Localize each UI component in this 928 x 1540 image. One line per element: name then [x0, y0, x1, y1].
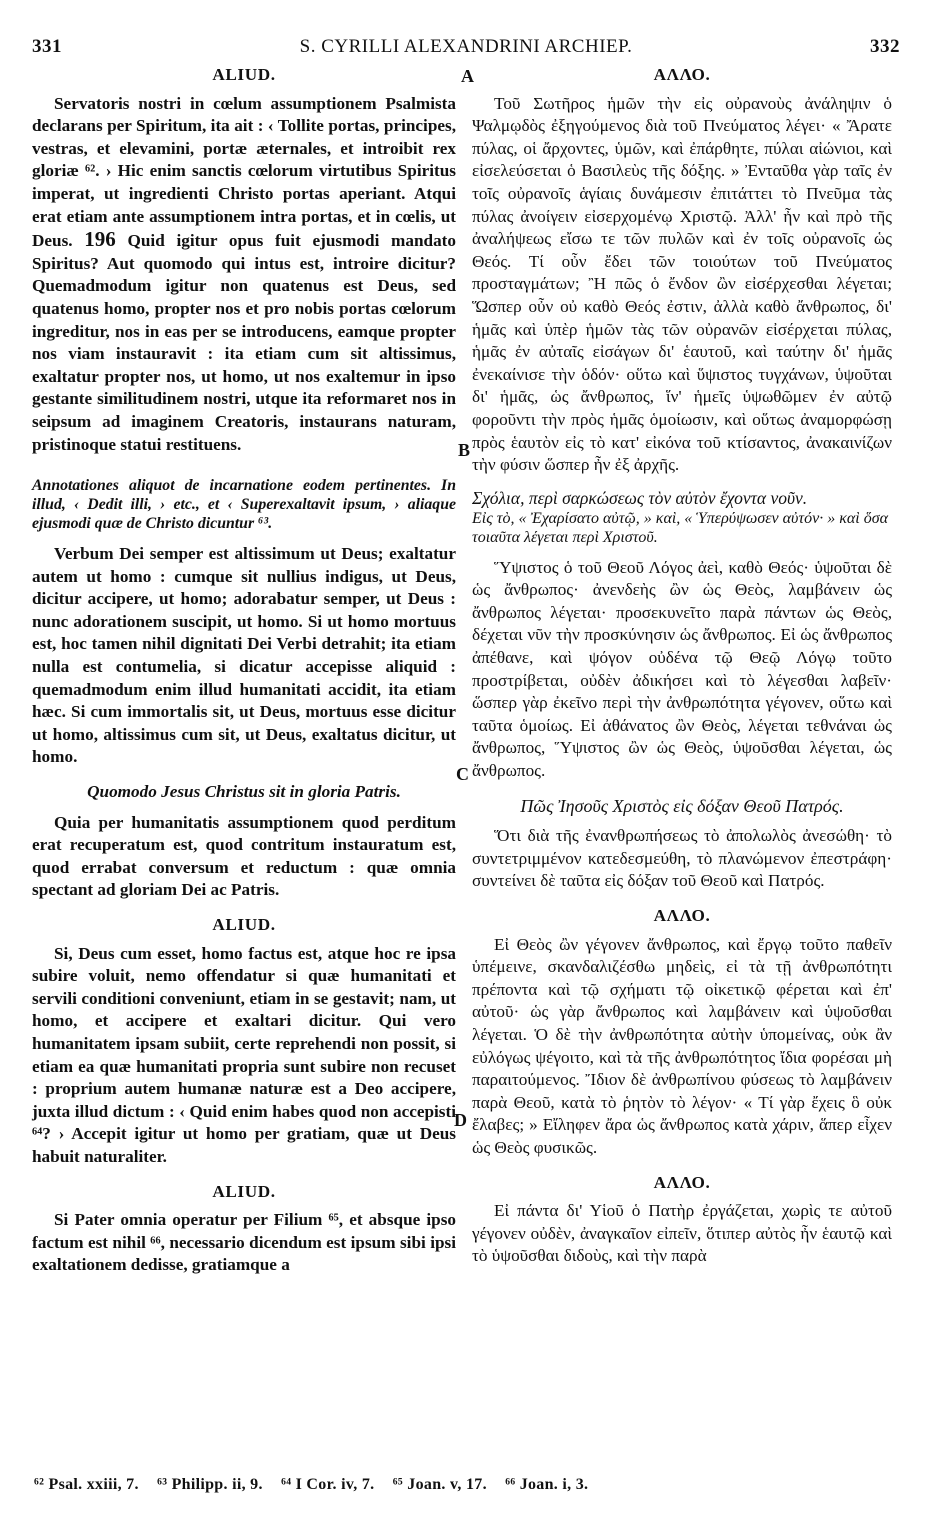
annotation-heading [472, 489, 892, 547]
subheading: Quomodo Jesus Christus sit in gloria Patris. [87, 782, 401, 802]
page-number-right: 332 [870, 36, 900, 57]
section-heading: ALIUD. [212, 915, 276, 934]
latin-paragraph: Quia per humanitatis assumptionem quod perditum erat recuperatum est, quod contritum instauratum est, quod errabat conversum et reductum : quæ omnia spectant ad gloriam Dei ac Patris. [32, 812, 456, 900]
margin-marker-a: A [461, 66, 474, 86]
section-heading: ΑΛΛΟ. [653, 65, 711, 84]
greek-paragraph: Ὕψιστος ὁ τοῦ Θεοῦ Λόγος ἀεὶ, καθὸ Θεός· ὑψοῦται δὲ ὡς ἄνθρωπος· ἀνενδεὴς ὢν ὡς Θεὸς, λαμβάνειν ὡς ἄνθρωπος λέγεται· προσεκυνεῖτο παρὰ πάντων ὡς Θεὸς, δέχεται νῦν τὴν προσκύνησιν ὡς ἄνθρωπος. Εἰ ὡς ἄνθρωπος ἀπέθανε, καὶ ψόγον οὐδένα τῷ Θεῷ Λόγῳ τοῦτο προστρίβεται, οὐδὲν ἀδικήσει καὶ τὸ λέγεσθαι λαβεῖν· ὥσπερ γὰρ ἐκεῖνο περὶ τὴν ἀνθρωπότητα γέγονεν, οὕτω καὶ ταῦτα ὁμοίως. Εἰ ἀθάνατος ὢν Θεὸς, λέγεται τεθνάναι ὡς ἄνθρωπος, Ὕψιστος ὢν ὡς Θεὸς, ὑψοῦσθαι λέγεται, ὡς ἄνθρωπος. [472, 557, 892, 781]
page-number-left: 331 [32, 36, 62, 57]
footnote: ⁶² Psal. xxiii, 7. [34, 1476, 139, 1493]
margin-marker-c: C [456, 764, 469, 784]
annotation-heading: Annotationes aliquot de incarnatione eodem pertinentes. In illud, ‹ Dedit illi, › etc., et ‹ Superexaltavit ipsum, › aliaque ejusmodi quæ de Christo dicuntur ⁶³. [32, 477, 456, 533]
greek-paragraph: Εἰ Θεὸς ὢν γέγονεν ἄνθρωπος, καὶ ἔργῳ τοῦτο παθεῖν ὑπέμεινε, σκανδαλιζέσθω μηδεὶς, εἰ τὰ τῇ ἀνθρωπότητι πρέποντα καὶ τῷ σχήματι τῷ οἰκετικῷ φέρεται καὶ ἐπ' αὐτοῦ· ὡς γὰρ ἄνθρωπος καὶ λαμβάνειν καὶ ὑψοῦσθαι λέγεται. Ὁ δὲ τὴν ἀνθρωπότητα αὐτὴν ὑπομείνας, οὐκ ἂν εὐλόγως ψέγοιτο, καὶ τὰ τῆς ἀνθρωπότητος ἴδια φορέσαι μὴ παραιτούμενος. Ἴδιον δὲ ἀνθρωπίνου φύσεως τὸ λαμβάνειν παρὰ Θεοῦ, κατὰ τὸ ῥητὸν τὸ λέγον· « Τί γὰρ ἔχεις ὃ οὐκ ἔλαβες; » Εἴληφεν ἄρα ὡς ἄνθρωπος κατὰ χάριν, ἅπερ εἶχεν ὡς Θεὸς φυσικῶς. [472, 934, 892, 1157]
paragraph-text: Servatoris nostri in cœlum assumptionem Psalmista declarans per Spiritum, ita ait : ‹ Tollite portas, principes, vestras, et elevamini, portæ æternales, et introibit rex gloriæ ⁶². › Hic enim sanctis cœlorum virtutibus Spiritus imperat, ut ingredienti Christo portas aperiant. Atqui erat etiam ante assumptionem intra portas, et in cœlis, ut Deus. [32, 93, 456, 251]
greek-column [472, 64, 892, 1268]
subheading: Πῶς Ἰησοῦς Χριστὸς εἰς δόξαν Θεοῦ Πατρός. [520, 795, 844, 816]
latin-paragraph [32, 93, 456, 457]
latin-paragraph: Si, Deus cum esset, homo factus est, atque hoc re ipsa subire voluit, nemo offendatur si quæ humanitati et servili conditioni conveniunt, etiam in se gestavit; nam, ut homo, et accipere et exaltari dicitur. Qui vero humanitatem ipsam subiit, certe reprehendi non possit, si etiam ea quæ humanitati propria sunt subire non recuset : proprium autem humanæ naturæ est a Deo accipere, juxta illud dictum : ‹ Quid enim habes quod non accepisti ⁶⁴? › Accepit igitur ut homo per gratiam, quæ ut Deus habuit naturaliter. [32, 943, 456, 1166]
greek-paragraph: Εἰ πάντα δι' Υἱοῦ ὁ Πατὴρ ἐργάζεται, χωρὶς τε αὐτοῦ γέγονεν οὐδὲν, ἀναγκαῖον εἰπεῖν, ὅτιπερ αὐτὸς ἦν ἑαυτῷ καὶ τὸ ὑψοῦσθαι διδοὺς, καὶ τὴν παρὰ [472, 1201, 892, 1266]
latin-paragraph: Verbum Dei semper est altissimum ut Deus; exaltatur autem ut homo : cumque sit nullius indigus, ut Deus, dicitur accipere, ut homo; adorabatur semper, ut Deus : nunc adorationem suscipit, ut homo. Si ut homo mortuus est, hoc tamen nihil dignitati Dei Verbi detrahit; ita etiam nulla est contumelia, si dicatur accepisse aliquid : quemadmodum enim illud humanitati accidit, ita etiam hæc. Si cum immortalis sit, ut Deus, mortuus esse dicitur ut homo, altissimus cum sit, ut Deus, exaltatus dicitur, ut homo. [32, 544, 456, 767]
margin-marker-d: D [454, 1110, 467, 1130]
section-heading: ΑΛΛΟ. [653, 1172, 711, 1192]
annotation-title: Σχόλια, περὶ σαρκώσεως τὸν αὐτὸν ἔχοντα νοῦν. [472, 487, 808, 508]
annotation-subtitle: Εἰς τὸ, « Ἐχαρίσατο αὐτῷ, » καὶ, « Ὑπερύψωσεν αὐτόν· » καὶ ὅσα τοιαῦτα λέγεται περὶ Χριστοῦ. [472, 509, 889, 546]
running-header [32, 36, 900, 60]
section-heading: ALIUD. [212, 65, 276, 84]
greek-paragraph: Ὅτι διὰ τῆς ἐνανθρωπήσεως τὸ ἀπολωλὸς ἀνεσώθη· τὸ συντετριμμένον κατεδεσμεύθη, τὸ πλανώμενον ἐπεστράφη· συντείνει δὲ ταῦτα εἰς δόξαν τοῦ Θεοῦ καὶ Πατρός. [472, 826, 892, 891]
paragraph-text: Quid igitur opus fuit ejusmodi mandato Spiritus? Aut quomodo qui intus est, introire dicitur? Quemadmodum igitur non quatenus est Deus, sed quatenus homo, propter nos et pro nobis portas cœlorum ingreditur, nos in eas per se introducens, eamque propter nos viam instauravit : ita etiam cum sit altissimus, exaltatur propter nos, ut homo, ut nos exaltemur in ipso gestante similitudinem nostri, utque ita reformaret nos in seipsum ad imaginem Creatoris, instaurans naturam, pristinoque statui restituens. [32, 231, 456, 454]
latin-column [32, 64, 456, 1277]
section-heading: ΑΛΛΟ. [653, 906, 711, 925]
marginal-page-number: 196 [84, 227, 116, 252]
footnote: ⁶³ Philipp. ii, 9. [157, 1476, 263, 1493]
section-heading: ALIUD. [212, 1181, 276, 1201]
footnote: ⁶⁴ I Cor. iv, 7. [281, 1476, 375, 1493]
greek-paragraph: Τοῦ Σωτῆρος ἡμῶν τὴν εἰς οὐρανοὺς ἀνάληψιν ὁ Ψαλμῳδὸς ἐξηγούμενος διὰ τοῦ Πνεύματος λέγει· « Ἄρατε πύλας, οἱ ἄρχοντες, ὑμῶν, καὶ ἐπάρθητε, πύλαι αἰώνιοι, καὶ εἰσελεύσεται ὁ Βασιλεὺς τῆς δόξης. » Ἐνταῦθα γὰρ ταῖς ἐν τοῖς οὐρανοῖς ἁγίαις δυνάμεσιν ἐπιτάττει τὸ Πνεῦμα τὰς πύλας ἀνοίγειν εἰσερχομένῳ Χριστῷ. Ἀλλ' ἦν καὶ πρὸ τῆς ἀναλήψεως εἴσω τε τῶν πυλῶν καὶ ἐν τοῖς οὐρανοῖς ὡς Θεός. Τί οὖν ἔδει τῶν τοιούτων τοῦ Πνεύματος προσταγμάτων; Ἢ πῶς ὁ ἔνδον ὢν εἰσέρχεσθαι λέγεται; Ὥσπερ οὖν οὐ καθὸ Θεός ἐστιν, ἀλλὰ καθὸ ἄνθρωπος, δι' ἡμᾶς καὶ ὑπὲρ ἡμῶν τὰς τῶν οὐρανῶν εἰσέρχεται πύλας, ἡμᾶς ἐν αὐταῖς εἰσάγων δι' ἑαυτοῦ, καὶ ταύτην δι' ἡμᾶς ἐνεκαίνισε τὴν ὁδόν· οὕτω καὶ ὕψιστος τυγχάνων, ὑψοῦται δι' ἡμᾶς, ὡς ἄνθρωπος, ἵν' ἡμεῖς ὑψωθῶμεν ἐν αὐτῷ φοροῦντι τὴν πρὸς ἡμᾶς ὁμοίωσιν, καὶ οὕτως ἀναμορφώσῃ πρὸς ἑαυτὸν εἰς τὸ κατ' εἰκόνα τοῦ κτίσαντος, ἀνακαινίζων τὴν φύσιν ὥσπερ ἦν ἐξ ἀρχῆς. [472, 93, 892, 475]
margin-marker-b: B [458, 440, 471, 460]
running-title: S. CYRILLI ALEXANDRINI ARCHIEP. [299, 36, 633, 57]
latin-paragraph: Si Pater omnia operatur per Filium ⁶⁵, et absque ipso factum est nihil ⁶⁶, necessario dicendum est ipsum sibi ipsi exaltationem dedisse, gratiamque a [32, 1210, 456, 1275]
footnote: ⁶⁵ Joan. v, 17. [392, 1476, 487, 1493]
footnote: ⁶⁶ Joan. i, 3. [505, 1476, 589, 1493]
footnotes [34, 1476, 898, 1494]
